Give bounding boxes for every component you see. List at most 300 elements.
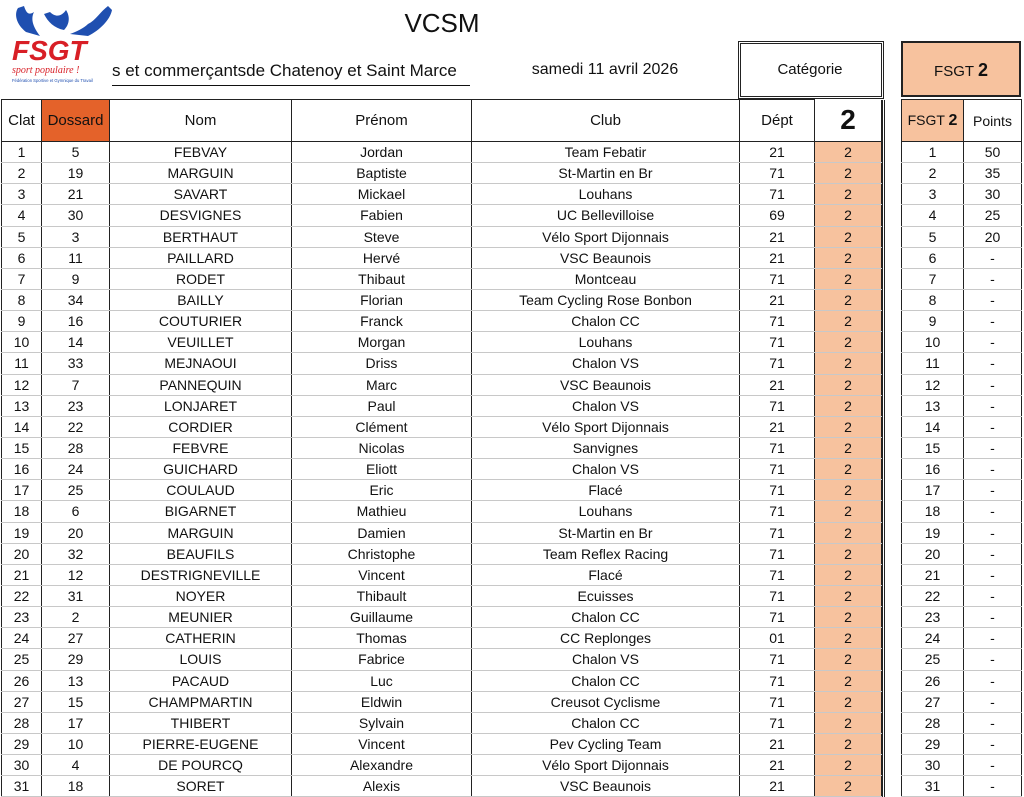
cell-cat: 2	[815, 226, 882, 247]
points-row	[902, 480, 1022, 501]
table-row	[2, 437, 884, 458]
cell-fsgt: 29	[902, 733, 964, 754]
table-gap	[882, 776, 884, 797]
cell-points: -	[964, 776, 1022, 797]
cell-dossard: 4	[42, 755, 110, 776]
cell-cat: 2	[815, 670, 882, 691]
cell-dossard: 14	[42, 332, 110, 353]
table-gap	[882, 205, 884, 226]
cell-clat: 22	[2, 585, 42, 606]
cell-clat: 17	[2, 480, 42, 501]
logo-caption: Fédération Sportive et Gymnique du Travail	[12, 78, 93, 83]
cell-dossard: 31	[42, 585, 110, 606]
table-gap	[882, 332, 884, 353]
points-row	[902, 776, 1022, 797]
cell-dossard: 11	[42, 247, 110, 268]
cell-cat: 2	[815, 184, 882, 205]
table-gap	[882, 564, 884, 585]
cell-cat: 2	[815, 628, 882, 649]
cell-cat: 2	[815, 543, 882, 564]
cell-clat: 2	[2, 163, 42, 184]
cell-club: Vélo Sport Dijonnais	[472, 226, 740, 247]
cell-fsgt: 15	[902, 437, 964, 458]
cell-club: Chalon CC	[472, 712, 740, 733]
cell-cat: 2	[815, 163, 882, 184]
cell-club: Chalon CC	[472, 670, 740, 691]
cell-fsgt: 2	[902, 163, 964, 184]
cell-prenom: Thibaut	[292, 268, 472, 289]
cell-nom: BERTHAUT	[110, 226, 292, 247]
table-row	[2, 184, 884, 205]
cell-prenom: Guillaume	[292, 607, 472, 628]
points-row	[902, 332, 1022, 353]
cell-fsgt: 8	[902, 289, 964, 310]
cell-prenom: Paul	[292, 395, 472, 416]
cell-dept: 71	[740, 649, 815, 670]
cell-dossard: 32	[42, 543, 110, 564]
cell-dossard: 3	[42, 226, 110, 247]
table-gap	[882, 480, 884, 501]
cell-dossard: 10	[42, 733, 110, 754]
cell-club: Vélo Sport Dijonnais	[472, 416, 740, 437]
event-name: s et commerçantsde Chatenoy et Saint Marce	[112, 61, 470, 86]
cell-dossard: 18	[42, 776, 110, 797]
cell-clat: 14	[2, 416, 42, 437]
cell-dept: 01	[740, 628, 815, 649]
cell-clat: 4	[2, 205, 42, 226]
points-header-row	[902, 100, 1022, 142]
cell-clat: 26	[2, 670, 42, 691]
points-row	[902, 522, 1022, 543]
cell-dossard: 30	[42, 205, 110, 226]
table-header-row	[2, 100, 884, 142]
cell-cat: 2	[815, 776, 882, 797]
cell-points: -	[964, 332, 1022, 353]
cell-points: -	[964, 501, 1022, 522]
table-gap	[882, 395, 884, 416]
cell-cat: 2	[815, 564, 882, 585]
table-row	[2, 712, 884, 733]
cell-points: 25	[964, 205, 1022, 226]
cell-cat: 2	[815, 501, 882, 522]
cell-dept: 21	[740, 374, 815, 395]
cell-fsgt: 20	[902, 543, 964, 564]
fsgt-logo	[4, 2, 122, 86]
cell-nom: LONJARET	[110, 395, 292, 416]
points-row	[902, 289, 1022, 310]
cell-prenom: Fabrice	[292, 649, 472, 670]
cell-dept: 71	[740, 522, 815, 543]
cell-club: Chalon VS	[472, 353, 740, 374]
cell-club: Sanvignes	[472, 437, 740, 458]
cell-prenom: Mathieu	[292, 501, 472, 522]
cell-club: Chalon CC	[472, 311, 740, 332]
cell-prenom: Thomas	[292, 628, 472, 649]
cell-dept: 69	[740, 205, 815, 226]
table-gap	[882, 543, 884, 564]
cell-dossard: 24	[42, 459, 110, 480]
cell-clat: 28	[2, 712, 42, 733]
table-gap	[882, 184, 884, 205]
cell-cat: 2	[815, 691, 882, 712]
cell-nom: DESTRIGNEVILLE	[110, 564, 292, 585]
cell-club: VSC Beaunois	[472, 776, 740, 797]
table-gap	[882, 670, 884, 691]
cell-prenom: Driss	[292, 353, 472, 374]
cell-nom: VEUILLET	[110, 332, 292, 353]
cell-dossard: 17	[42, 712, 110, 733]
cell-prenom: Franck	[292, 311, 472, 332]
cell-clat: 27	[2, 691, 42, 712]
col-category	[815, 100, 882, 142]
points-row	[902, 247, 1022, 268]
cell-clat: 6	[2, 247, 42, 268]
cell-dossard: 28	[42, 437, 110, 458]
table-gap	[882, 755, 884, 776]
table-gap	[882, 585, 884, 606]
table-gap	[882, 142, 884, 163]
cell-dept: 71	[740, 311, 815, 332]
cell-dept: 71	[740, 670, 815, 691]
cell-clat: 12	[2, 374, 42, 395]
table-gap	[882, 374, 884, 395]
cell-nom: BIGARNET	[110, 501, 292, 522]
cell-prenom: Vincent	[292, 564, 472, 585]
cell-prenom: Eldwin	[292, 691, 472, 712]
cell-prenom: Eliott	[292, 459, 472, 480]
table-row	[2, 733, 884, 754]
cell-dept: 21	[740, 416, 815, 437]
cell-dossard: 22	[42, 416, 110, 437]
cell-points: -	[964, 374, 1022, 395]
cell-clat: 8	[2, 289, 42, 310]
cell-clat: 20	[2, 543, 42, 564]
cell-dossard: 34	[42, 289, 110, 310]
cell-prenom: Sylvain	[292, 712, 472, 733]
cell-cat: 2	[815, 459, 882, 480]
page-title: VCSM	[404, 8, 480, 38]
cell-dept: 71	[740, 459, 815, 480]
table-row	[2, 501, 884, 522]
cell-nom: PACAUD	[110, 670, 292, 691]
cell-dossard: 13	[42, 670, 110, 691]
cell-fsgt: 18	[902, 501, 964, 522]
cell-club: Team Febatir	[472, 142, 740, 163]
points-row	[902, 564, 1022, 585]
cell-nom: PIERRE-EUGENE	[110, 733, 292, 754]
cell-dossard: 23	[42, 395, 110, 416]
cell-clat: 29	[2, 733, 42, 754]
cell-points: -	[964, 691, 1022, 712]
cell-clat: 11	[2, 353, 42, 374]
cell-cat: 2	[815, 268, 882, 289]
logo-subtitle: sport populaire !	[12, 65, 80, 76]
cell-nom: FEBVAY	[110, 142, 292, 163]
table-gap	[882, 163, 884, 184]
cell-cat: 2	[815, 585, 882, 606]
table-gap	[882, 712, 884, 733]
cell-dept: 71	[740, 564, 815, 585]
cell-dossard: 12	[42, 564, 110, 585]
cell-nom: SAVART	[110, 184, 292, 205]
logo-text: FSGT	[12, 35, 87, 66]
cell-nom: THIBERT	[110, 712, 292, 733]
cell-prenom: Eric	[292, 480, 472, 501]
points-row	[902, 226, 1022, 247]
cell-points: -	[964, 585, 1022, 606]
points-row	[902, 184, 1022, 205]
points-row	[902, 733, 1022, 754]
cell-club: Creusot Cyclisme	[472, 691, 740, 712]
cell-clat: 19	[2, 522, 42, 543]
cell-nom: MARGUIN	[110, 163, 292, 184]
cell-clat: 1	[2, 142, 42, 163]
cell-cat: 2	[815, 712, 882, 733]
cell-points: -	[964, 459, 1022, 480]
table-row	[2, 311, 884, 332]
cell-nom: NOYER	[110, 585, 292, 606]
cell-cat: 2	[815, 522, 882, 543]
cell-points: -	[964, 395, 1022, 416]
cell-points: -	[964, 480, 1022, 501]
cell-dept: 71	[740, 332, 815, 353]
col-nom: Nom	[110, 100, 292, 142]
table-row	[2, 332, 884, 353]
table-row	[2, 543, 884, 564]
cell-nom: MEJNAOUI	[110, 353, 292, 374]
cell-prenom: Vincent	[292, 733, 472, 754]
cell-points: -	[964, 628, 1022, 649]
table-row	[2, 416, 884, 437]
table-row	[2, 374, 884, 395]
cell-points: -	[964, 437, 1022, 458]
cell-fsgt: 17	[902, 480, 964, 501]
cell-cat: 2	[815, 416, 882, 437]
cell-dossard: 5	[42, 142, 110, 163]
points-row	[902, 691, 1022, 712]
cell-cat: 2	[815, 755, 882, 776]
cell-fsgt: 6	[902, 247, 964, 268]
cell-club: Louhans	[472, 501, 740, 522]
cell-points: 50	[964, 142, 1022, 163]
cell-prenom: Nicolas	[292, 437, 472, 458]
cell-points: -	[964, 268, 1022, 289]
cell-club: Chalon CC	[472, 607, 740, 628]
cell-cat: 2	[815, 374, 882, 395]
cell-club: St-Martin en Br	[472, 522, 740, 543]
cell-nom: BAILLY	[110, 289, 292, 310]
cell-points: -	[964, 543, 1022, 564]
table-row	[2, 670, 884, 691]
points-row	[902, 395, 1022, 416]
points-row	[902, 163, 1022, 184]
cell-clat: 25	[2, 649, 42, 670]
cell-club: VSC Beaunois	[472, 374, 740, 395]
cell-dossard: 27	[42, 628, 110, 649]
category-value: 2	[840, 104, 856, 136]
event-date: samedi 11 avril 2026	[531, 61, 679, 78]
cell-fsgt: 9	[902, 311, 964, 332]
cell-dossard: 19	[42, 163, 110, 184]
cell-club: CC Replonges	[472, 628, 740, 649]
cell-clat: 9	[2, 311, 42, 332]
cell-club: Ecuisses	[472, 585, 740, 606]
cell-prenom: Alexandre	[292, 755, 472, 776]
cell-fsgt: 25	[902, 649, 964, 670]
cell-fsgt: 28	[902, 712, 964, 733]
cell-clat: 30	[2, 755, 42, 776]
points-row	[902, 311, 1022, 332]
cell-club: Vélo Sport Dijonnais	[472, 755, 740, 776]
cell-points: -	[964, 353, 1022, 374]
cell-nom: CHAMPMARTIN	[110, 691, 292, 712]
points-row	[902, 205, 1022, 226]
cell-dept: 71	[740, 184, 815, 205]
category-label: Catégorie	[777, 61, 843, 78]
cell-clat: 23	[2, 607, 42, 628]
cell-fsgt: 1	[902, 142, 964, 163]
cell-clat: 3	[2, 184, 42, 205]
cell-dossard: 20	[42, 522, 110, 543]
cell-points: -	[964, 522, 1022, 543]
cell-cat: 2	[815, 353, 882, 374]
cell-prenom: Marc	[292, 374, 472, 395]
cell-nom: COUTURIER	[110, 311, 292, 332]
cell-cat: 2	[815, 649, 882, 670]
table-row	[2, 649, 884, 670]
cell-prenom: Clément	[292, 416, 472, 437]
points-row	[902, 607, 1022, 628]
cell-nom: DE POURCQ	[110, 755, 292, 776]
col-dossard: Dossard	[42, 100, 110, 142]
cell-nom: CATHERIN	[110, 628, 292, 649]
cell-dept: 71	[740, 501, 815, 522]
table-gap	[882, 268, 884, 289]
table-gap	[882, 353, 884, 374]
col-points: Points	[964, 100, 1022, 142]
table-row	[2, 205, 884, 226]
cell-points: -	[964, 733, 1022, 754]
cell-points: -	[964, 247, 1022, 268]
cell-dept: 71	[740, 395, 815, 416]
table-row	[2, 268, 884, 289]
cell-fsgt: 27	[902, 691, 964, 712]
cell-clat: 10	[2, 332, 42, 353]
cell-prenom: Christophe	[292, 543, 472, 564]
cell-club: Chalon VS	[472, 459, 740, 480]
cell-dept: 71	[740, 480, 815, 501]
cell-fsgt: 3	[902, 184, 964, 205]
table-gap	[882, 416, 884, 437]
table-gap	[882, 437, 884, 458]
cell-club: Chalon VS	[472, 395, 740, 416]
cell-dossard: 7	[42, 374, 110, 395]
cell-prenom: Fabien	[292, 205, 472, 226]
cell-cat: 2	[815, 289, 882, 310]
cell-prenom: Jordan	[292, 142, 472, 163]
table-gap	[882, 247, 884, 268]
cell-club: Louhans	[472, 332, 740, 353]
table-row	[2, 353, 884, 374]
cell-dept: 71	[740, 585, 815, 606]
cell-nom: RODET	[110, 268, 292, 289]
cell-points: -	[964, 607, 1022, 628]
cell-club: Flacé	[472, 480, 740, 501]
cell-cat: 2	[815, 142, 882, 163]
points-row	[902, 501, 1022, 522]
points-row	[902, 543, 1022, 564]
cell-dept: 21	[740, 142, 815, 163]
points-row	[902, 459, 1022, 480]
fsgt-label: FSGT	[934, 63, 974, 80]
points-row	[902, 437, 1022, 458]
cell-fsgt: 13	[902, 395, 964, 416]
cell-dept: 21	[740, 733, 815, 754]
cell-fsgt: 11	[902, 353, 964, 374]
points-row	[902, 416, 1022, 437]
cell-dept: 71	[740, 353, 815, 374]
cell-points: -	[964, 649, 1022, 670]
table-row	[2, 142, 884, 163]
cell-prenom: Damien	[292, 522, 472, 543]
cell-nom: CORDIER	[110, 416, 292, 437]
col-fsgt	[902, 100, 964, 142]
table-gap	[882, 628, 884, 649]
cell-cat: 2	[815, 311, 882, 332]
table-row	[2, 564, 884, 585]
cell-dossard: 16	[42, 311, 110, 332]
table-gap	[882, 226, 884, 247]
cell-points: -	[964, 712, 1022, 733]
cell-dossard: 2	[42, 607, 110, 628]
cell-club: Team Reflex Racing	[472, 543, 740, 564]
cell-cat: 2	[815, 733, 882, 754]
cell-dossard: 25	[42, 480, 110, 501]
table-row	[2, 247, 884, 268]
cell-clat: 31	[2, 776, 42, 797]
table-row	[2, 522, 884, 543]
col-fsgt-label: FSGT	[907, 111, 945, 128]
cell-points: -	[964, 289, 1022, 310]
table-gap	[882, 100, 884, 142]
points-row	[902, 585, 1022, 606]
cell-dept: 71	[740, 691, 815, 712]
table-gap	[882, 649, 884, 670]
cell-club: Chalon VS	[472, 649, 740, 670]
fsgt-value: 2	[977, 60, 988, 80]
points-row	[902, 712, 1022, 733]
cell-fsgt: 19	[902, 522, 964, 543]
fsgt-header	[903, 60, 1019, 81]
table-gap	[882, 459, 884, 480]
cell-cat: 2	[815, 332, 882, 353]
cell-clat: 13	[2, 395, 42, 416]
cell-prenom: Florian	[292, 289, 472, 310]
table-row	[2, 607, 884, 628]
cell-dossard: 29	[42, 649, 110, 670]
cell-nom: FEBVRE	[110, 437, 292, 458]
cell-prenom: Alexis	[292, 776, 472, 797]
points-row	[902, 142, 1022, 163]
cell-dossard: 21	[42, 184, 110, 205]
cell-fsgt: 22	[902, 585, 964, 606]
cell-club: Pev Cycling Team	[472, 733, 740, 754]
cell-points: -	[964, 311, 1022, 332]
cell-clat: 24	[2, 628, 42, 649]
cell-prenom: Hervé	[292, 247, 472, 268]
cell-dept: 21	[740, 247, 815, 268]
cell-club: Montceau	[472, 268, 740, 289]
